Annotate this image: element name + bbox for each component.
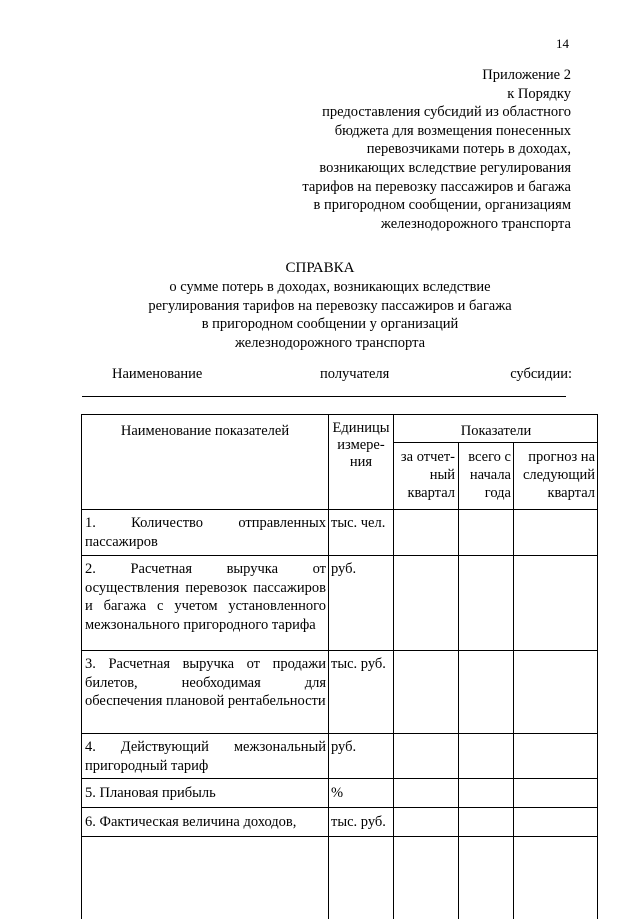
appendix-line: в пригородном сообщении, организациям: [313, 197, 571, 214]
subtitle-line: о сумме потерь в доходах, возникающих вследствие: [169, 279, 491, 295]
table-row-indicator: 6. Фактическая величина доходов,: [85, 814, 297, 830]
recipient-name-label: [82, 366, 572, 384]
table-row-unit: руб.: [331, 561, 357, 577]
table-row-indicator: 2. Расчетная выручка от осуществления перевозок пассажиров и багажа с учетом установленного межзонального пригородного тарифа: [85, 561, 326, 633]
table-row-indicator: 1. Количество отправленных пассажиров: [85, 515, 326, 550]
table-divider: [81, 778, 598, 779]
appendix-line: тарифов на перевозку пассажиров и багажа: [302, 178, 571, 195]
header-since-start: всего с начала года: [468, 449, 511, 501]
table-divider: [81, 555, 598, 556]
appendix-line: железнодорожного транспорта: [380, 215, 571, 232]
recipient-fill-line[interactable]: [82, 396, 566, 397]
table-row-unit: руб.: [331, 739, 357, 755]
page-number: 14: [556, 36, 569, 51]
table-divider: [328, 414, 329, 919]
table-divider: [81, 807, 598, 808]
table-row-unit: %: [331, 785, 344, 801]
table-row-indicator: 4. Действующий межзональный пригородный тариф: [85, 739, 326, 774]
appendix-line: Приложение 2: [482, 67, 571, 83]
table-border-right: [597, 414, 598, 919]
table-row-unit: тыс. руб.: [331, 656, 386, 672]
table-divider: [393, 414, 394, 919]
table-row-unit: тыс. руб.: [331, 814, 386, 830]
recipient-word: субсидии:: [510, 366, 572, 382]
header-forecast: прогноз на следующий квартал: [522, 449, 595, 501]
table-divider: [81, 509, 598, 510]
table-border-top: [81, 414, 598, 415]
table-row-unit: тыс. чел.: [331, 515, 386, 531]
appendix-line: бюджета для возмещения понесенных: [334, 122, 571, 139]
table-row-indicator: 3. Расчетная выручка от продажи билетов, необходимая для обеспечения плановой рентабельности: [85, 656, 326, 710]
header-indicator: Наименование показателей: [120, 423, 290, 439]
subtitle-line: регулирования тарифов на перевозку пассажиров и багажа: [148, 297, 512, 314]
appendix-line: перевозчиками потерь в доходах,: [366, 141, 571, 158]
header-unit: Единицы измере-ния: [332, 420, 390, 470]
table-divider: [81, 650, 598, 651]
table-row-indicator: 5. Плановая прибыль: [85, 785, 216, 801]
appendix-header: [251, 66, 571, 233]
document-subtitle: [80, 278, 580, 352]
table-divider: [513, 442, 514, 919]
appendix-line: предоставления субсидий из областного: [322, 104, 571, 121]
table-border-left: [81, 414, 82, 919]
subtitle-line: в пригородном сообщении у организаций: [201, 316, 459, 333]
document-title: СПРАВКА: [285, 260, 355, 276]
table-divider: [458, 442, 459, 919]
subtitle-line: железнодорожного транспорта: [234, 334, 426, 351]
appendix-line: возникающих вследствие регулирования: [319, 159, 571, 176]
recipient-word: Наименование: [112, 366, 203, 382]
appendix-line: к Порядку: [507, 85, 571, 102]
indicators-table: [81, 414, 597, 919]
table-divider: [81, 836, 598, 837]
header-reported-quarter: за отчет-ный квартал: [400, 449, 455, 501]
recipient-word: получателя: [320, 366, 390, 382]
table-divider: [81, 733, 598, 734]
table-divider: [393, 442, 598, 443]
header-values: Показатели: [460, 423, 532, 439]
